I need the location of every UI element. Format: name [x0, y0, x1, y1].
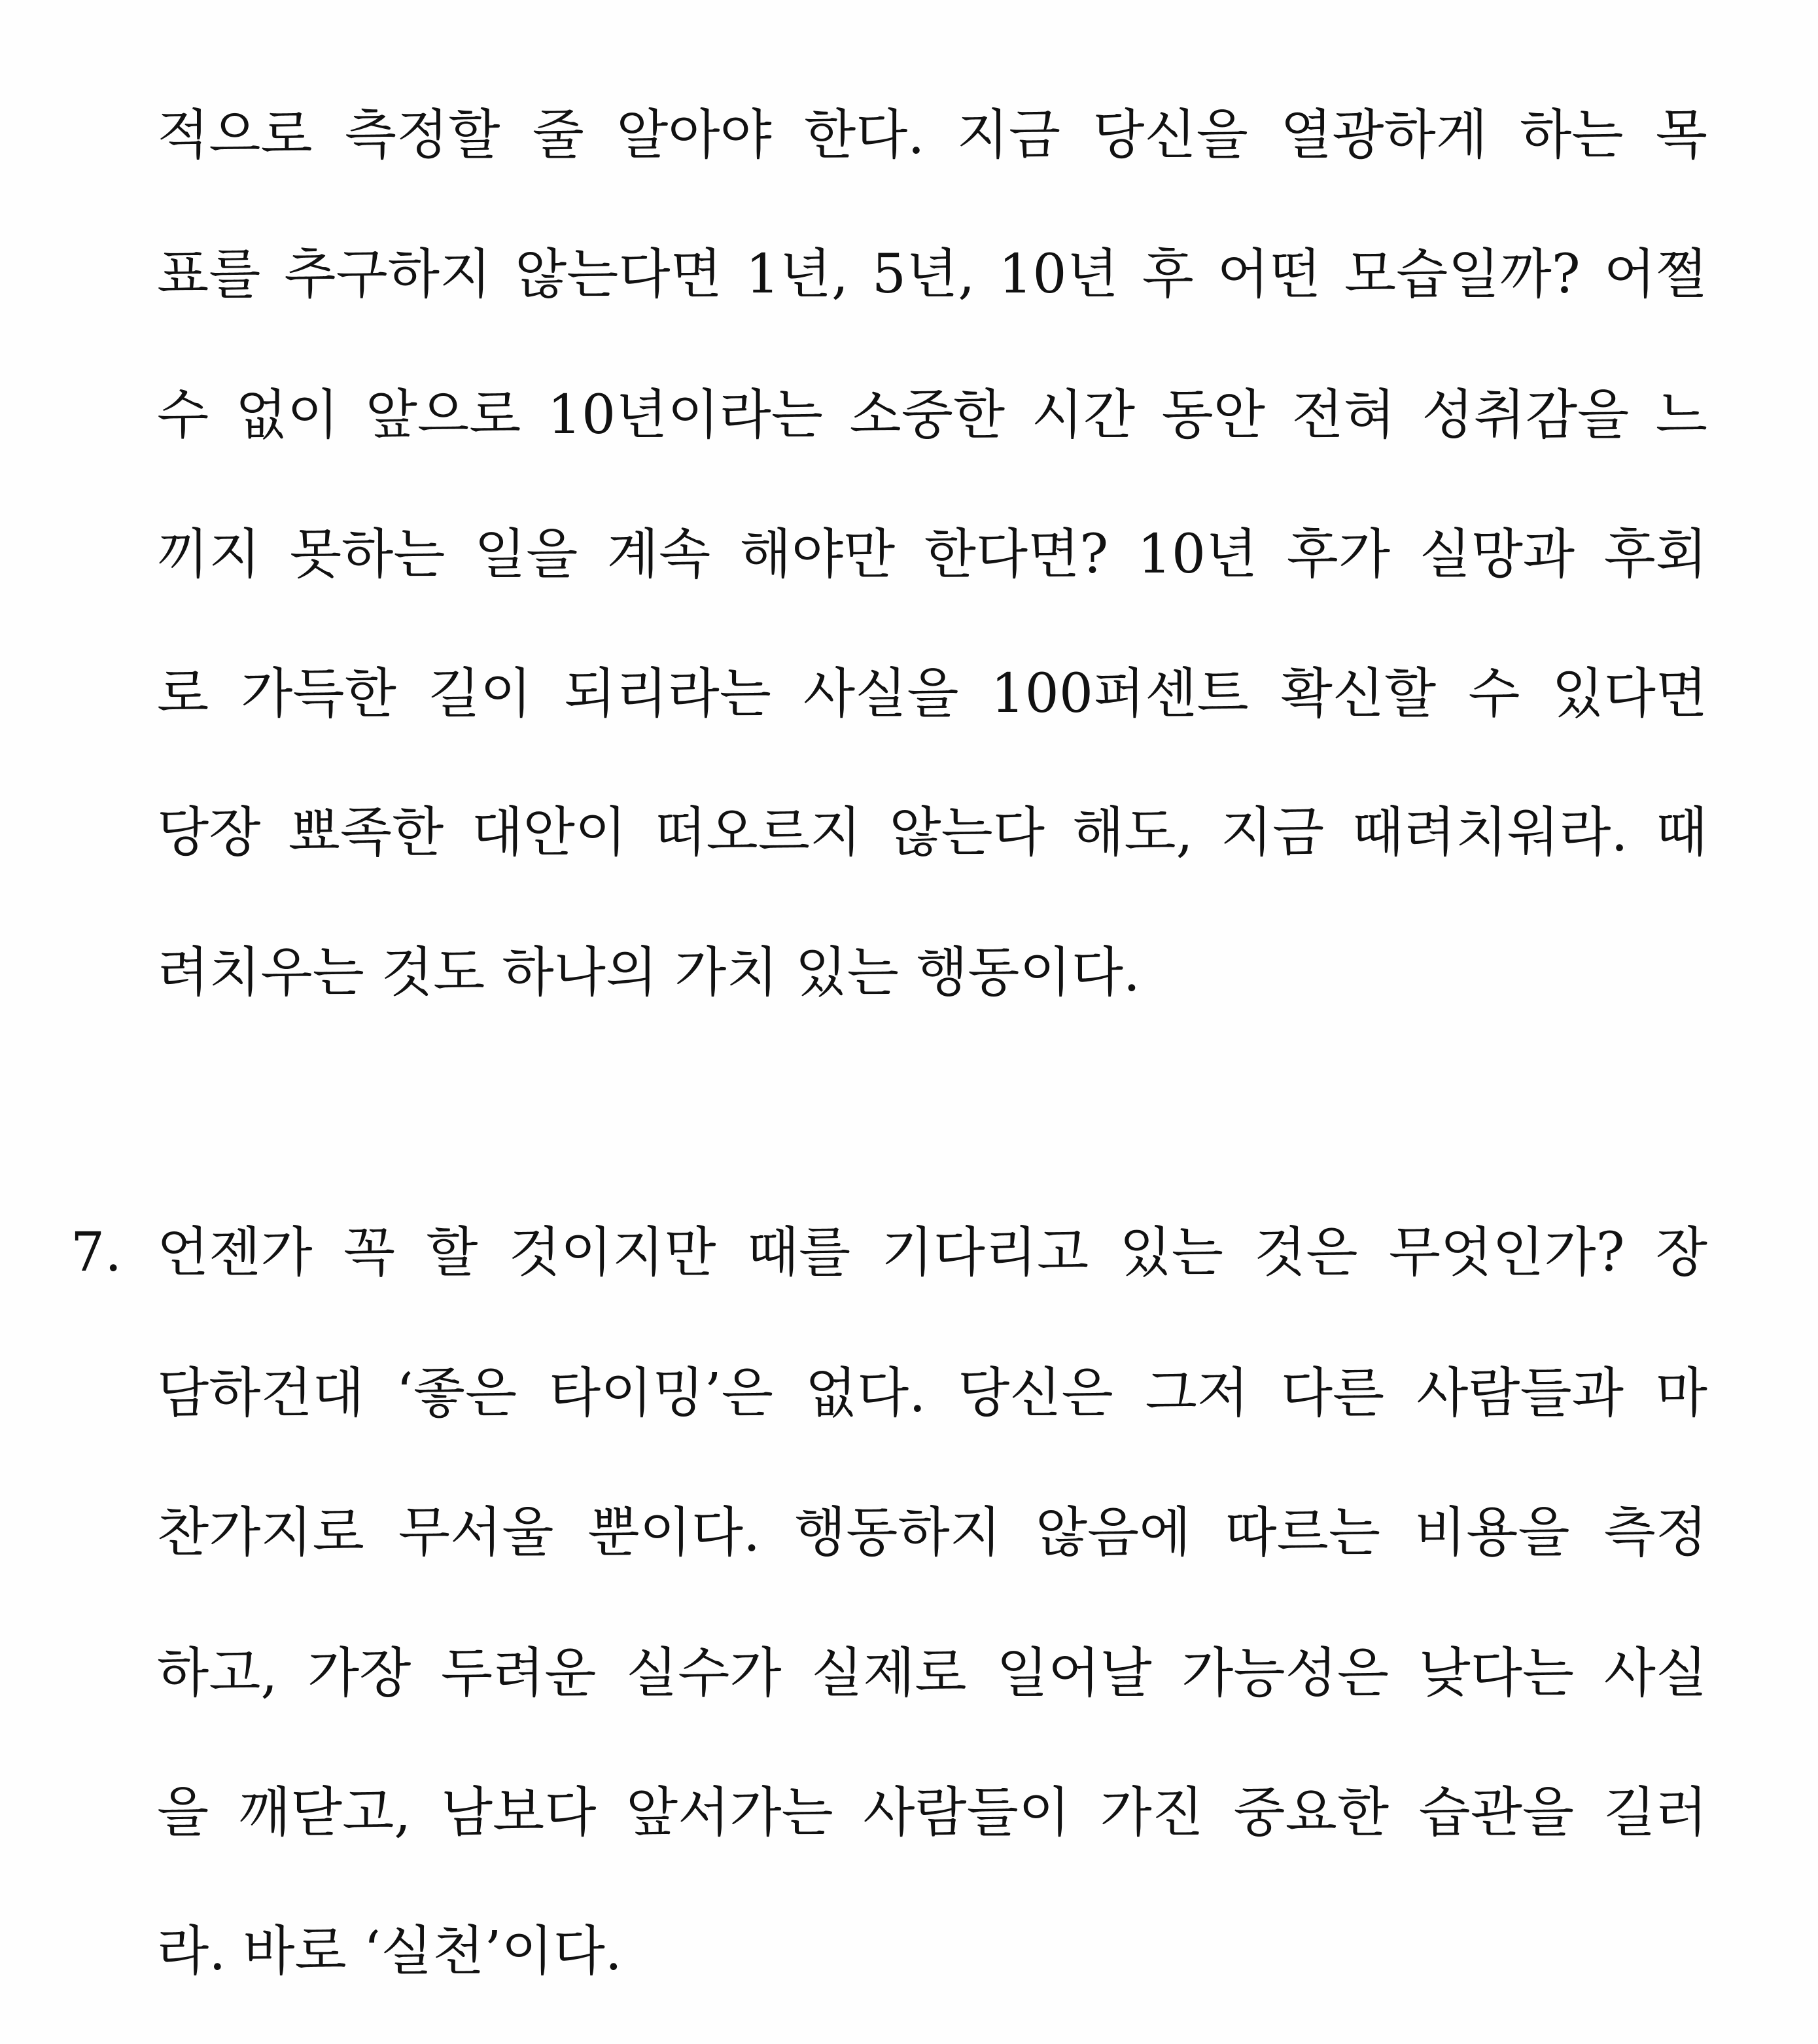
- paragraph-line: 려치우는 것도 하나의 가치 있는 행동이다.: [157, 942, 1140, 1004]
- item-number: 7.: [71, 1222, 122, 1284]
- paragraph-line: 적으로 측정할 줄 알아야 한다. 지금 당신을 열광하게 하는 목: [157, 104, 1707, 166]
- item-line: 언젠가 꼭 할 것이지만 때를 기다리고 있는 것은 무엇인가? 장: [157, 1222, 1707, 1284]
- paragraph-line: 수 없이 앞으로 10년이라는 소중한 시간 동안 전혀 성취감을 느: [157, 384, 1707, 446]
- paragraph-line: 표를 추구하지 않는다면 1년, 5년, 10년 후 어떤 모습일까? 어쩔: [157, 243, 1707, 306]
- item-line: 하고, 가장 두려운 실수가 실제로 일어날 가능성은 낮다는 사실: [157, 1642, 1707, 1704]
- item-line: 을 깨닫고, 남보다 앞서가는 사람들이 가진 중요한 습관을 길러: [157, 1782, 1707, 1844]
- paragraph-line: 로 가득한 길이 되리라는 사실을 100퍼센트 확신할 수 있다면: [157, 663, 1707, 725]
- item-line: 찬가지로 무서울 뿐이다. 행동하지 않음에 따르는 비용을 측정: [157, 1502, 1707, 1564]
- paragraph-line: 끼지 못하는 일을 계속 해야만 한다면? 10년 후가 실망과 후회: [157, 523, 1707, 586]
- item-line: 라. 바로 ‘실천’이다.: [157, 1920, 622, 1982]
- paragraph-line: 당장 뾰족한 대안이 떠오르지 않는다 해도, 지금 때려치워라. 때: [157, 802, 1707, 864]
- item-line: 담하건대 ‘좋은 타이밍’은 없다. 당신은 그저 다른 사람들과 마: [157, 1362, 1707, 1424]
